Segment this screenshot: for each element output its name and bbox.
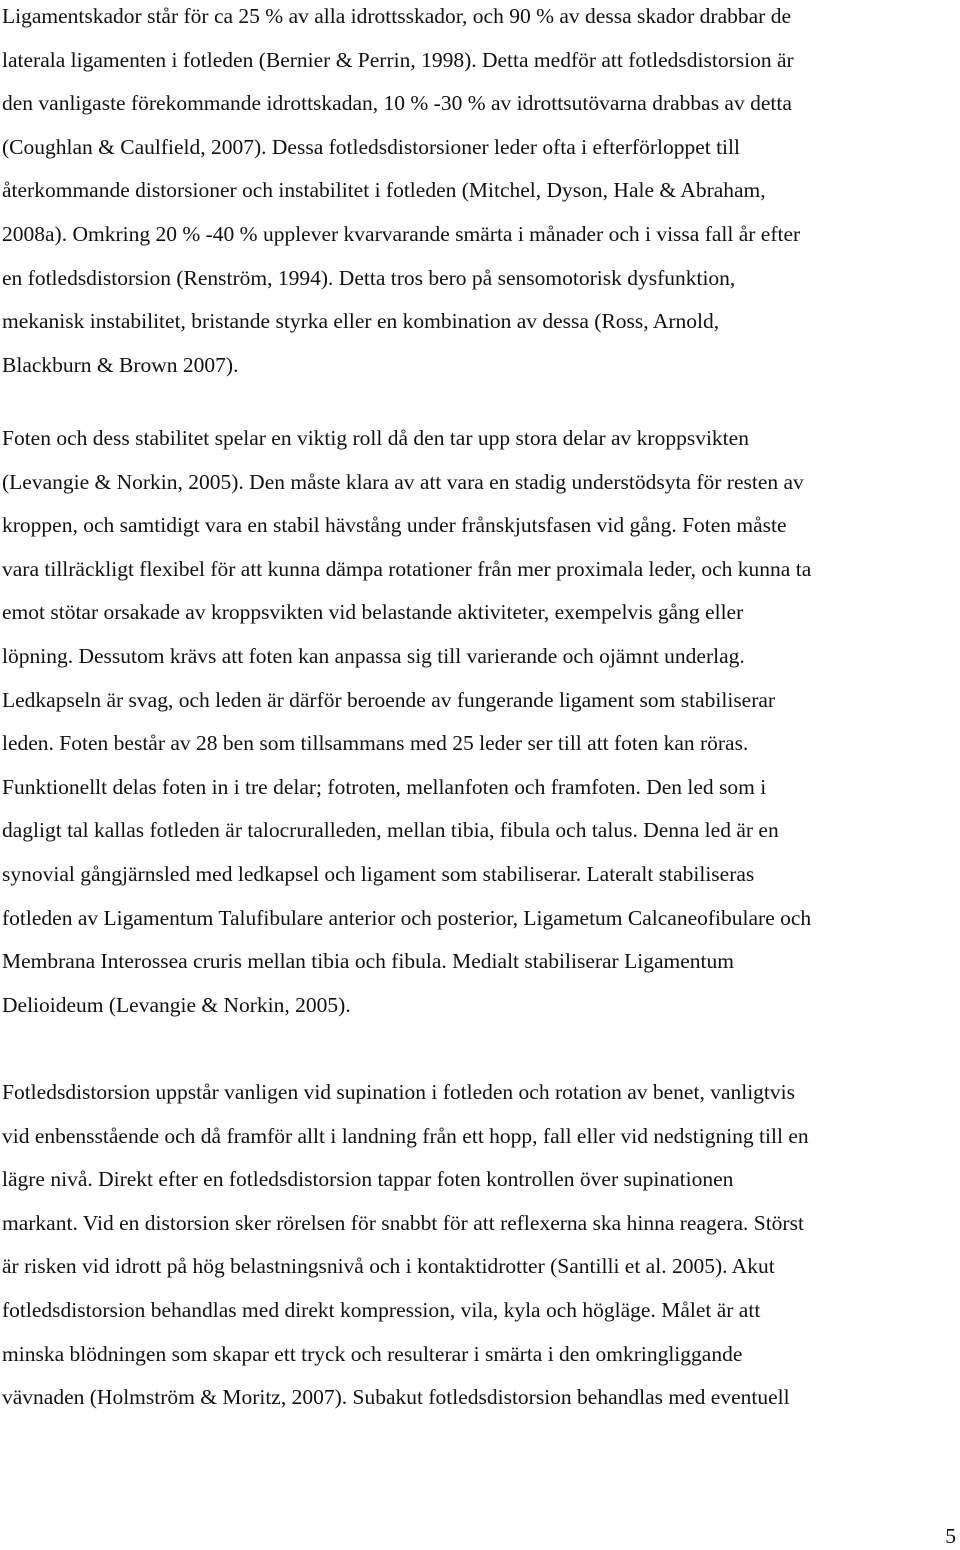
page-number: 5 [945, 1524, 956, 1548]
text-line: vara tillräckligt flexibel för att kunna dämpa rotationer från mer proximala leder, och kunna ta [2, 556, 812, 581]
text-line: emot stötar orsakade av kroppsvikten vid belastande aktiviteter, exempelvis gång eller [2, 600, 744, 625]
text-line: är risken vid idrott på hög belastningsnivå och i kontaktidrotter (Santilli et al. 2005). Akut [2, 1254, 775, 1279]
text-line: (Levangie & Norkin, 2005). Den måste klara av att vara en stadig understödsyta för resten av [2, 469, 804, 494]
text-line: Blackburn & Brown 2007). [2, 352, 239, 377]
text-line: laterala ligamenten i fotleden (Bernier & Perrin, 1998). Detta medför att fotledsdistorsion är [2, 47, 794, 72]
text-line: dagligt tal kallas fotleden är talocruralleden, mellan tibia, fibula och talus. Denna led är en [2, 818, 779, 843]
text-line: återkommande distorsioner och instabilitet i fotleden (Mitchel, Dyson, Hale & Abraham, [2, 178, 766, 203]
text-line: kroppen, och samtidigt vara en stabil hävstång under frånskjutsfasen vid gång. Foten måste [2, 513, 787, 538]
text-line: minska blödningen som skapar ett tryck och resulterar i smärta i den omkringliggande [2, 1341, 743, 1366]
text-line: fotledsdistorsion behandlas med direkt kompression, vila, kyla och högläge. Målet är att [2, 1298, 761, 1322]
text-line: vid enbensstående och då framför allt i landning från ett hopp, fall eller vid nedstigning till en [2, 1123, 809, 1148]
text-line: Ledkapseln är svag, och leden är därför beroende av fungerande ligament som stabiliserar [2, 687, 776, 712]
text-line: lägre nivå. Direkt efter en fotledsdistorsion tappar foten kontrollen över supinationen [2, 1167, 734, 1192]
text-line: synovial gångjärnsled med ledkapsel och ligament som stabiliserar. Lateralt stabiliseras [2, 862, 755, 886]
text-line: löpning. Dessutom krävs att foten kan anpassa sig till varierande och ojämnt underlag. [2, 644, 745, 668]
text-line: markant. Vid en distorsion sker rörelsen för snabbt för att reflexerna ska hinna reagera. Störst [2, 1210, 804, 1235]
text-line: den vanligaste förekommande idrottskadan, 10 % -30 % av idrottsutövarna drabbas av detta [2, 91, 792, 116]
text-line: vävnaden (Holmström & Moritz, 2007). Subakut fotledsdistorsion behandlas med eventuell [2, 1385, 790, 1410]
text-line: mekanisk instabilitet, bristande styrka eller en kombination av dessa (Ross, Arnold, [2, 309, 720, 334]
text-line: (Coughlan & Caulfield, 2007). Dessa fotledsdistorsioner leder ofta i efterförloppet till [2, 134, 740, 159]
text-line: 2008a). Omkring 20 % -40 % upplever kvarvarande smärta i månader och i vissa fall år efter [2, 222, 801, 246]
text-line: Membrana Interossea cruris mellan tibia och fibula. Medialt stabiliserar Ligamentum [2, 949, 734, 974]
text-line: fotleden av Ligamentum Talufibulare anterior och posterior, Ligametum Calcaneofibulare och [2, 905, 812, 930]
text-line: Ligamentskador står för ca 25 % av alla idrottsskador, och 90 % av dessa skador drabbar de [2, 4, 792, 28]
text-line: Funktionellt delas foten in i tre delar; fotroten, mellanfoten och framfoten. Den led som i [2, 774, 767, 799]
text-line: Foten och dess stabilitet spelar en viktig roll då den tar upp stora delar av kroppsvikten [2, 426, 749, 450]
text-line: leden. Foten består av 28 ben som tillsammans med 25 leder ser till att foten kan röras. [2, 731, 749, 756]
text-line: en fotledsdistorsion (Renström, 1994). Detta tros bero på sensomotorisk dysfunktion, [2, 265, 736, 290]
text-line: Delioideum (Levangie & Norkin, 2005). [2, 992, 351, 1017]
text-line: Fotledsdistorsion uppstår vanligen vid supination i fotleden och rotation av benet, vanligtvis [2, 1080, 795, 1104]
